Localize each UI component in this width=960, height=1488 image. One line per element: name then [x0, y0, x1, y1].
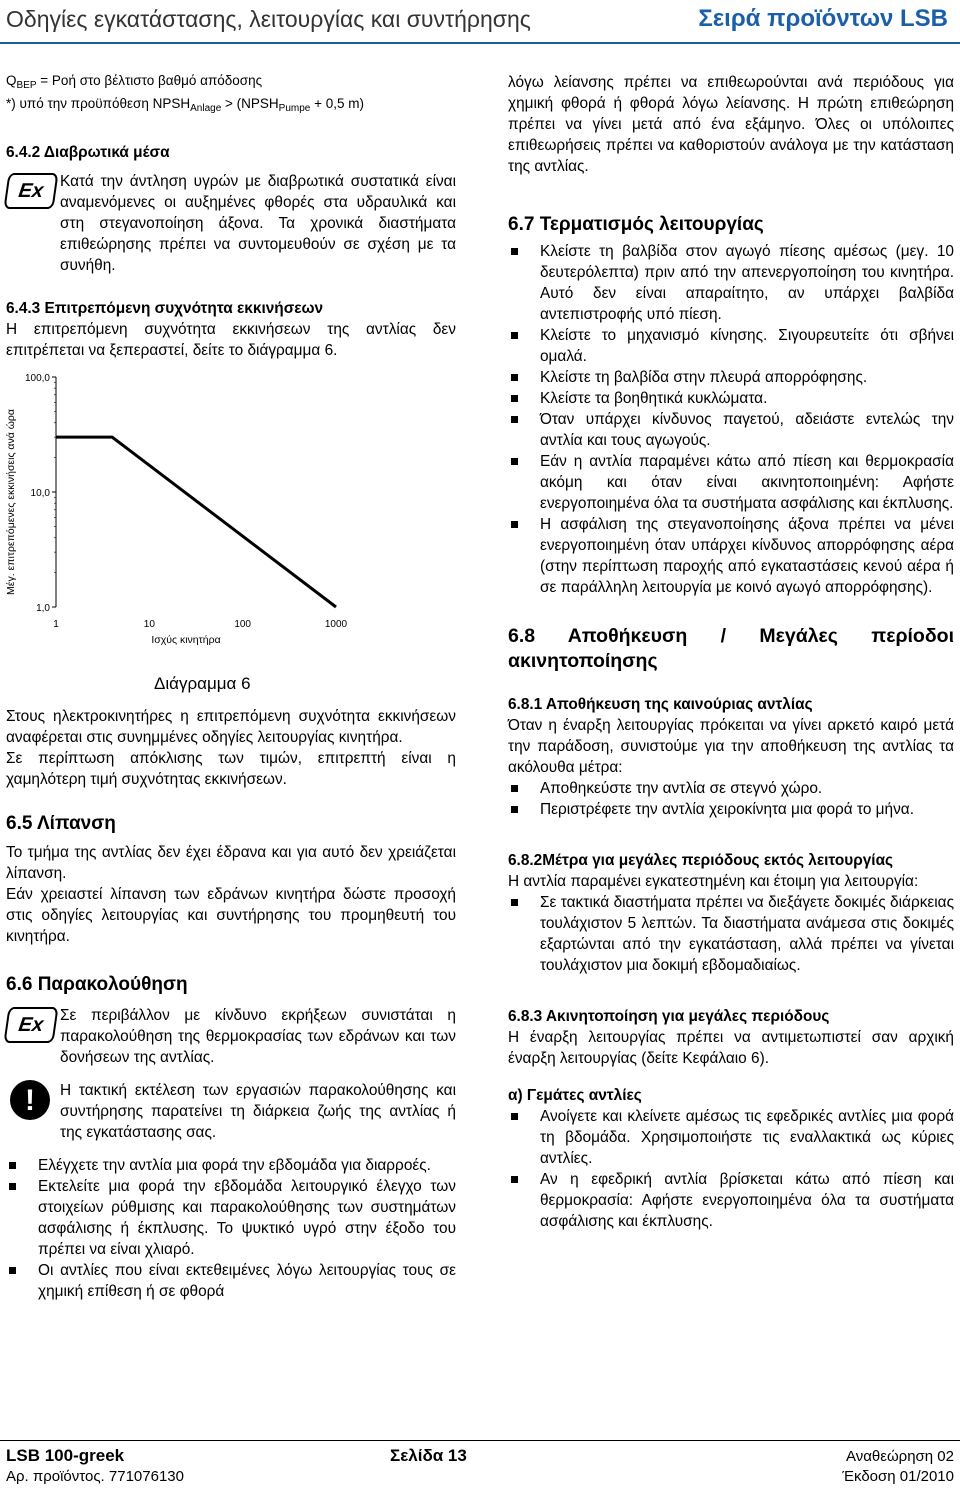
right-column: [508, 72, 954, 1232]
paragraph-6-8-3: Η έναρξη λειτουργίας πρέπει να αντιμετωπιστεί σαν αρχική έναρξη λειτουργίας (δείτε Κεφάλαιο 6).: [508, 1029, 954, 1067]
list-item: Αν η εφεδρική αντλία βρίσκεται κάτω από πίεση και θερμοκρασία: Αφήστε ενεργοποιημένα όλα τα συστήματα ασφάλισης και έκπλυσης.: [508, 1169, 954, 1232]
npsh-note: [6, 95, 456, 118]
list-item: Κλείστε τη βαλβίδα στην πλευρά απορρόφησης.: [508, 367, 954, 388]
qbep-subscript: BEP: [16, 80, 37, 91]
x-tick-label: 1000: [324, 619, 348, 630]
header-rule: [0, 42, 960, 44]
attention-block-66: [6, 1080, 456, 1143]
list-item: Εάν η αντλία παραμένει κάτω από πίεση και θερμοκρασία ακόμη και όταν είναι ακινητοποιημένη: Αφήστε ενεργοποιημένα όλα τα συστήματα ασφάλισης και έκπλυσης.: [508, 451, 954, 514]
paragraph-6-8-1: Όταν η έναρξη λειτουργίας πρόκειται να γίνει αρκετό καιρό μετά την παράδοση, συνιστούμε για την αποθήκευση της αντλίας τα ακόλουθα μέτρα:: [508, 717, 954, 776]
shutdown-bullet-list: [508, 241, 954, 598]
ex-warning-block-642: [6, 171, 456, 276]
qbep-text: = Ροή στο βέλτιστο βαθμό απόδοσης: [40, 73, 263, 88]
paragraph-6-8-2: Η αντλία παραμένει εγκατεστημένη και έτοιμη για λειτουργία:: [508, 873, 919, 890]
start-frequency-chart: [6, 361, 456, 671]
npsh-prefix: *) υπό την προϋπόθεση NPSH: [6, 96, 191, 111]
paragraph-6-5b: Εάν χρειαστεί λίπανση των εδράνων κινητήρα δώστε προσοχή στις οδηγίες λειτουργίας και συντήρησης του προμηθευτή του κινητήρα.: [6, 886, 456, 945]
paragraph-6-5a: Το τμήμα της αντλίας δεν έχει έδρανα και για αυτό δεν χρειάζεται λίπανση.: [6, 844, 456, 882]
y-tick-label: 10,0: [30, 488, 50, 499]
footer-edition: Έκδοση 01/2010: [842, 1468, 954, 1485]
qbep-note: [6, 72, 456, 95]
ex-explosion-icon: Ex: [3, 173, 58, 209]
x-tick-label: 1: [53, 619, 59, 630]
list-item: Η ασφάλιση της στεγανοποίησης άξονα πρέπει να μένει ενεργοποιημένη όταν υπάρχει κίνδυνος απορρόφησης αέρα (στην περίπτωση παροχής από εγκαταστάσεις κενού αέρα ή σε παράλληλη λειτουργία με κοινό αγωγό απορρόφησης).: [508, 514, 954, 598]
list-item: Σε τακτικά διαστήματα πρέπει να διεξάγετε δοκιμές διάρκειας τουλάχιστον 5 λεπτών. Τα διαστήματα ανάμεσα στις δοκιμές εξαρτώνται από την εγκατάσταση, αλλά πρέπει να γίνεται τουλάχιστον μια δοκιμή εβδομαδιαίως.: [508, 892, 954, 976]
footer-rule: [0, 1440, 960, 1441]
standstill-bullet-list: [508, 892, 954, 976]
heading-filled-pumps: α) Γεμάτες αντλίες: [508, 1087, 642, 1104]
paragraph-continued: λόγω λείανσης πρέπει να επιθεωρούνται ανά περιόδους για χημική φθορά ή φθορά λόγω λείανσης. Η πρώτη επιθεώρηση πρέπει να γίνει μετά από ένα εξάμηνο. Όλες οι υπόλοιπες επιθεωρήσεις πρέπει να καθοριστούν ανάλογα με την κατάσταση της αντλίας.: [508, 74, 954, 175]
list-item: Περιστρέφετε την αντλία χειροκίνητα μια φορά το μήνα.: [508, 799, 954, 820]
document-title: Οδηγίες εγκατάστασης, λειτουργίας και συντήρησης: [6, 6, 531, 32]
paragraph-6-6-ex: Σε περιβάλλον με κίνδυνο εκρήξεων συνιστάται η παρακολούθηση της θερμοκρασίας των εδράνων και των δονήσεων της αντλίας.: [60, 1007, 456, 1066]
npsh-mid: > (NPSH: [221, 96, 279, 111]
heading-6-6: 6.6 Παρακολούθηση: [6, 974, 188, 995]
list-item: Κλείστε τα βοηθητικά κυκλώματα.: [508, 388, 954, 409]
npsh-sub-pumpe: Pumpe: [278, 103, 311, 114]
heading-6-4-3: 6.4.3 Επιτρεπόμενη συχνότητα εκκινήσεων: [6, 300, 324, 317]
y-tick-label: 100,0: [24, 373, 50, 384]
heading-6-5: 6.5 Λίπανση: [6, 813, 116, 834]
y-tick-label: 1,0: [36, 603, 50, 614]
left-column: [6, 72, 456, 1302]
list-item: Κλείστε το μηχανισμό κίνησης. Σιγουρευτείτε ότι σβήνει ομαλά.: [508, 325, 954, 367]
list-item: Ανοίγετε και κλείνετε αμέσως τις εφεδρικές αντλίες μια φορά τη βδομάδα. Χρησιμοποιήστε τις εναλλακτικά ως κύριες αντλίες.: [508, 1106, 954, 1169]
y-axis-label: Μέγ. επιτρεπόμενες εκκινήσεις ανά ώρα: [6, 409, 17, 595]
ex-warning-block-66: [6, 1005, 456, 1068]
list-item: Ελέγχετε την αντλία μια φορά την εβδομάδα για διαρροές.: [6, 1155, 456, 1176]
qbep-symbol: Q: [6, 73, 17, 88]
x-axis-label: Ισχύς κινητήρα: [151, 634, 221, 646]
heading-6-8: 6.8 Αποθήκευση / Μεγάλες περίοδοι ακινητοποίησης: [508, 625, 954, 672]
heading-6-7: 6.7 Τερματισμός λειτουργίας: [508, 214, 764, 235]
x-tick-label: 100: [234, 619, 252, 630]
list-item: Όταν υπάρχει κίνδυνος παγετού, αδειάστε εντελώς την αντλία και τους αγωγούς.: [508, 409, 954, 451]
product-series-title: Σειρά προϊόντων LSB: [698, 5, 948, 32]
list-item: Κλείστε τη βαλβίδα στον αγωγό πίεσης αμέσως (μεγ. 10 δευτερόλεπτα) πριν από την απενεργοποίηση του κινητήρα. Αυτό δεν είναι απαραίτητο, αν υπάρχει βαλβίδα αντεπιστροφής υπό πίεση.: [508, 241, 954, 325]
paragraph-motors: Στους ηλεκτροκινητήρες η επιτρεπόμενη συχνότητα εκκινήσεων αναφέρεται στις συνημμένες οδηγίες λειτουργίας κινητήρα.: [6, 708, 456, 746]
list-item: Αποθηκεύστε την αντλία σε στεγνό χώρο.: [508, 778, 954, 799]
x-tick-label: 10: [143, 619, 155, 630]
heading-6-4-2: 6.4.2 Διαβρωτικά μέσα: [6, 144, 170, 161]
heading-6-8-3: 6.8.3 Ακινητοποίηση για μεγάλες περιόδους: [508, 1008, 830, 1025]
monitoring-bullet-list: [6, 1155, 456, 1302]
exclamation-icon: !: [10, 1080, 50, 1120]
storage-bullet-list: [508, 778, 954, 820]
paragraph-6-4-3: Η επιτρεπόμενη συχνότητα εκκινήσεων της αντλίας δεν επιτρέπεται να ξεπεραστεί, δείτε το διάγραμμα 6.: [6, 321, 456, 359]
data-series-line: [56, 437, 336, 607]
paragraph-6-6-warning: Η τακτική εκτέλεση των εργασιών παρακολούθησης και συντήρησης παρατείνει τη διάρκεια ζωής της αντλίας ή της εγκατάστασης σας.: [60, 1082, 456, 1141]
diagram-caption: Διάγραμμα 6: [154, 674, 251, 693]
footer-document-id: LSB 100-greek: [6, 1446, 125, 1465]
npsh-suffix: + 0,5 m): [310, 96, 365, 111]
filled-pumps-bullet-list: [508, 1106, 954, 1232]
npsh-sub-anlage: Anlage: [190, 103, 222, 114]
chart-svg: [6, 361, 456, 661]
paragraph-deviation: Σε περίπτωση απόκλισης των τιμών, επιτρεπτή είναι η χαμηλότερη τιμή συχνότητας εκκινήσεων.: [6, 750, 456, 788]
footer-page-number: Σελίδα 13: [390, 1446, 467, 1465]
footer-product-number: Αρ. προϊόντος. 771076130: [6, 1468, 184, 1485]
footer-revision: Αναθεώρηση 02: [846, 1448, 954, 1465]
heading-6-8-1: 6.8.1 Αποθήκευση της καινούριας αντλίας: [508, 696, 813, 713]
list-item: Οι αντλίες που είναι εκτεθειμένες λόγω λειτουργίας τους σε χημική επίθεση ή σε φθορά: [6, 1260, 456, 1302]
paragraph-6-4-2: Κατά την άντληση υγρών με διαβρωτικά συστατικά είναι αναμενόμενες οι αυξημένες φθορές στα υδραυλικά και στη στεγανοποίηση άξονα. Τα χρονικά διαστήματα επιθεώρησης πρέπει να συντομευθούν σε σχέση με τα συνήθη.: [60, 173, 456, 274]
heading-6-8-2: 6.8.2Μέτρα για μεγάλες περιόδους εκτός λειτουργίας: [508, 852, 894, 869]
list-item: Εκτελείτε μια φορά την εβδομάδα λειτουργικό έλεγχο των στοιχείων ρύθμισης και παρακολούθησης των συστημάτων ασφάλισης ή έκπλυσης. Το ψυκτικό υγρό στην έξοδο του πρέπει να είναι χλιαρό.: [6, 1176, 456, 1260]
ex-explosion-icon: Ex: [3, 1007, 58, 1043]
